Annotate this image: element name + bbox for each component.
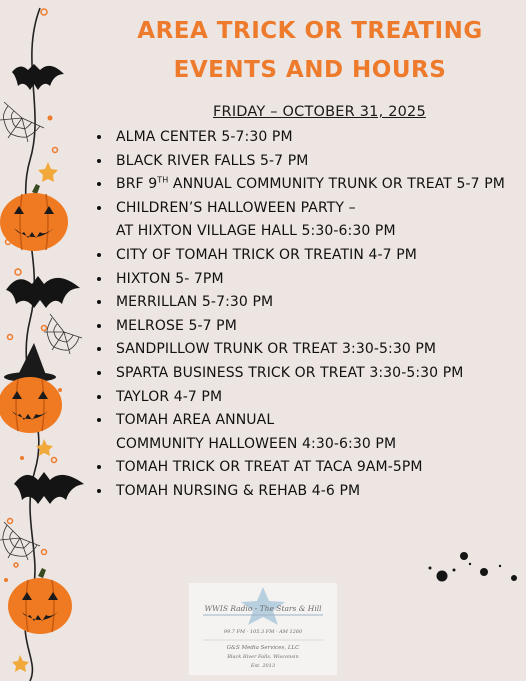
list-item: • TOMAH NURSING & REHAB 4-6 PM bbox=[112, 480, 526, 504]
list-item: • BLACK RIVER FALLS 5-7 PM bbox=[112, 150, 526, 174]
bat-icon bbox=[6, 64, 84, 504]
halloween-garland-decoration bbox=[0, 0, 100, 681]
list-item: • CITY OF TOMAH TRICK OR TREATIN 4-7 PM bbox=[112, 244, 526, 268]
date-heading: FRIDAY – OCTOBER 31, 2025 bbox=[213, 104, 426, 120]
list-item: • SPARTA BUSINESS TRICK OR TREAT 3:30-5:30 PM bbox=[112, 362, 526, 386]
jack-o-lantern-icon bbox=[0, 184, 72, 634]
list-item: • TOMAH TRICK OR TREAT AT TACA 9AM-5PM bbox=[112, 456, 526, 480]
list-item: • ALMA CENTER 5-7:30 PM bbox=[112, 126, 526, 150]
list-item: • BRF 9TH ANNUAL COMMUNITY TRUNK OR TREAT 5-7 PM bbox=[112, 173, 526, 197]
list-item: • HIXTON 5- 7PM bbox=[112, 268, 526, 292]
title-line-1: AREA TRICK OR TREATING bbox=[137, 18, 483, 44]
list-item: • CHILDREN’S HALLOWEEN PARTY – AT HIXTON VILLAGE HALL 5:30-6:30 PM bbox=[112, 197, 526, 244]
list-item: • TOMAH AREA ANNUAL COMMUNITY HALLOWEEN 4:30-6:30 PM bbox=[112, 409, 526, 456]
title-line-2: EVENTS AND HOURS bbox=[173, 57, 447, 83]
event-list bbox=[98, 126, 526, 504]
scattered-dots-decoration bbox=[420, 548, 520, 588]
list-item: • TAYLOR 4-7 PM bbox=[112, 386, 526, 410]
list-item: • MERRILLAN 5-7:30 PM bbox=[112, 291, 526, 315]
list-item: • MELROSE 5-7 PM bbox=[112, 315, 526, 339]
list-item: • SANDPILLOW TRUNK OR TREAT 3:30-5:30 PM bbox=[112, 338, 526, 362]
radio-station-logo: WWIS Radio - The Stars & Hill 99.7 FM · 105.3 FM · AM 1260 G&S Media Services, LLC Black River Falls, Wisconsin Est. 2013 bbox=[189, 583, 337, 675]
